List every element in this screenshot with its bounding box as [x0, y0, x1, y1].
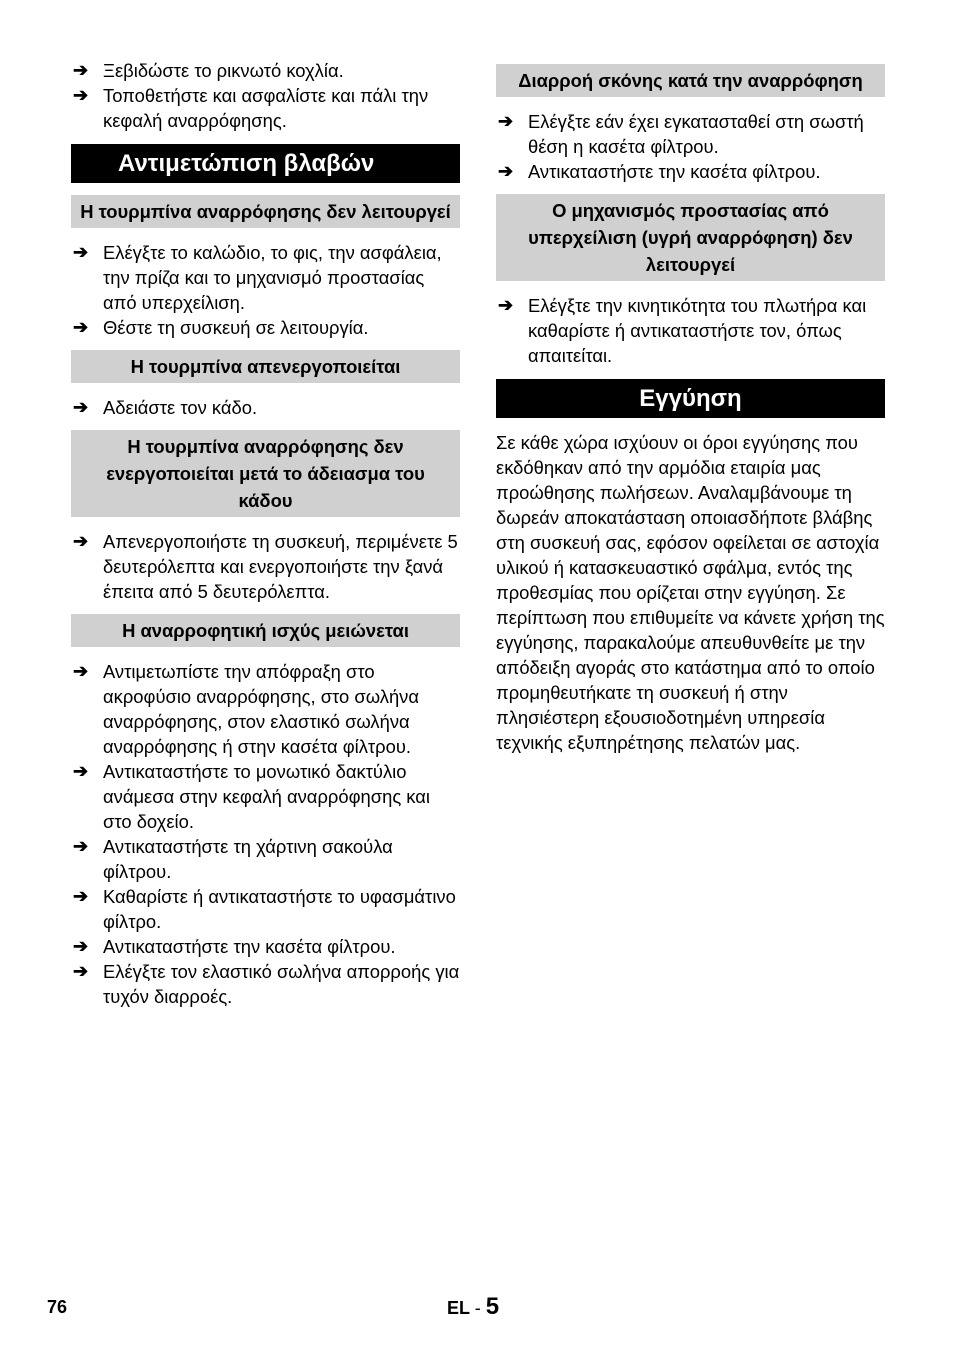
subsection-title: Διαρροή σκόνης κατά την αναρρόφηση [496, 64, 885, 97]
arrow-right-icon: ➔ [73, 397, 89, 417]
arrow-right-icon: ➔ [73, 886, 89, 906]
page-number: 76 [47, 1297, 68, 1317]
subsection-title: Η αναρροφητική ισχύς μειώνεται [71, 614, 460, 647]
section-page-label [447, 1293, 499, 1322]
step-item: ➔ Ελέγξτε εάν έχει εγκατασταθεί στη σωστή θέση η κασέτα φίλτρου. [498, 111, 864, 157]
left-column [71, 58, 460, 1009]
arrow-right-icon: ➔ [73, 85, 89, 105]
arrow-right-icon: ➔ [73, 936, 89, 956]
arrow-right-icon: ➔ [73, 661, 89, 681]
arrow-right-icon: ➔ [73, 531, 89, 551]
subsection-title: Ο μηχανισμός προστασίας από υπερχείλιση (υγρή αναρρόφηση) δεν λειτουργεί [496, 194, 885, 281]
right-column [496, 64, 885, 755]
section-title-warranty: Εγγύηση [496, 379, 885, 418]
step-item: ➔ Αντικαταστήστε την κασέτα φίλτρου. [73, 936, 396, 957]
warranty-paragraph: Σε κάθε χώρα ισχύουν οι όροι εγγύησης που εκδόθηκαν από την αρμόδια εταιρία μας προώθησης πωλήσεων. Αναλαμβάνουμε τη δωρεάν αποκατάσταση οποιασδήποτε βλάβης στη συσκευή σας, εφόσον οφείλεται σε αστοχία υλικού ή κατασκευαστικό σφάλμα, εντός της προθεσμίας που ορίζεται στην εγγύηση. Σε περίπτωση που επιθυμείτε να κάνετε χρήση της εγγύησης, παρακαλούμε απευθυνθείτε με την απόδειξη αγοράς στο κατάστημα από το οποίο προμηθευτήκατε τη συσκευή ή στην πλησιέστερη εξουσιοδοτημένη υπηρεσία τεχνικής εξυπηρέτησης πελατών μας. [496, 432, 885, 753]
step-item: ➔ Αδειάστε τον κάδο. [73, 397, 258, 418]
step-item: ➔ Θέστε τη συσκευή σε λειτουργία. [73, 317, 369, 338]
arrow-right-icon: ➔ [73, 317, 89, 337]
arrow-right-icon: ➔ [73, 60, 89, 80]
step-item: ➔ Αντικαταστήστε την κασέτα φίλτρου. [498, 161, 821, 182]
arrow-right-icon: ➔ [73, 961, 89, 981]
arrow-right-icon: ➔ [498, 161, 514, 181]
subsection-title: Η τουρμπίνα αναρρόφησης δεν ενεργοποιείται μετά το άδειασμα του κάδου [71, 430, 460, 517]
separator: - [474, 1298, 481, 1318]
subsection-title: Η τουρμπίνα αναρρόφησης δεν λειτουργεί [71, 195, 460, 228]
arrow-right-icon: ➔ [498, 111, 514, 131]
section-page-number: 5 [485, 1293, 500, 1320]
step-item: ➔ Τοποθετήστε και ασφαλίστε και πάλι την κεφαλή αναρρόφησης. [73, 85, 429, 131]
step-item: ➔ Αντιμετωπίστε την απόφραξη στο ακροφύσιο αναρρόφησης, στο σωλήνα αναρρόφησης, στον ελαστικό σωλήνα αναρρόφησης ή στην κασέτα φίλτρου. [73, 661, 419, 757]
step-item: ➔ Αντικαταστήστε το μονωτικό δακτύλιο ανάμεσα στην κεφαλή αναρρόφησης και στο δοχείο. [73, 761, 430, 832]
arrow-right-icon: ➔ [73, 761, 89, 781]
step-item: ➔ Ελέγξτε τον ελαστικό σωλήνα απορροής για τυχόν διαρροές. [73, 961, 460, 1007]
step-item: ➔ Αντικαταστήστε τη χάρτινη σακούλα φίλτρου. [73, 836, 393, 882]
arrow-right-icon: ➔ [498, 295, 514, 315]
subsection-title: Η τουρμπίνα απενεργοποιείται [71, 350, 460, 383]
arrow-right-icon: ➔ [73, 242, 89, 262]
step-item: ➔ Απενεργοποιήστε τη συσκευή, περιμένετε 5 δευτερόλεπτα και ενεργοποιήστε την ξανά έπειτα από 5 δευτερόλεπτα. [73, 531, 458, 602]
step-item: ➔ Ελέγξτε το καλώδιο, το φις, την ασφάλεια, την πρίζα και το μηχανισμό προστασίας από υπερχείλιση. [73, 242, 442, 313]
language-code: EL [447, 1298, 470, 1318]
step-item: ➔ Ξεβιδώστε το ρικνωτό κοχλία. [73, 60, 344, 81]
section-title-troubleshooting: Αντιμετώπιση βλαβών [71, 144, 460, 183]
step-item: ➔ Καθαρίστε ή αντικαταστήστε το υφασμάτινο φίλτρο. [73, 886, 456, 932]
arrow-right-icon: ➔ [73, 836, 89, 856]
step-item: ➔ Ελέγξτε την κινητικότητα του πλωτήρα και καθαρίστε ή αντικαταστήστε τον, όπως απαιτείται. [498, 295, 867, 366]
